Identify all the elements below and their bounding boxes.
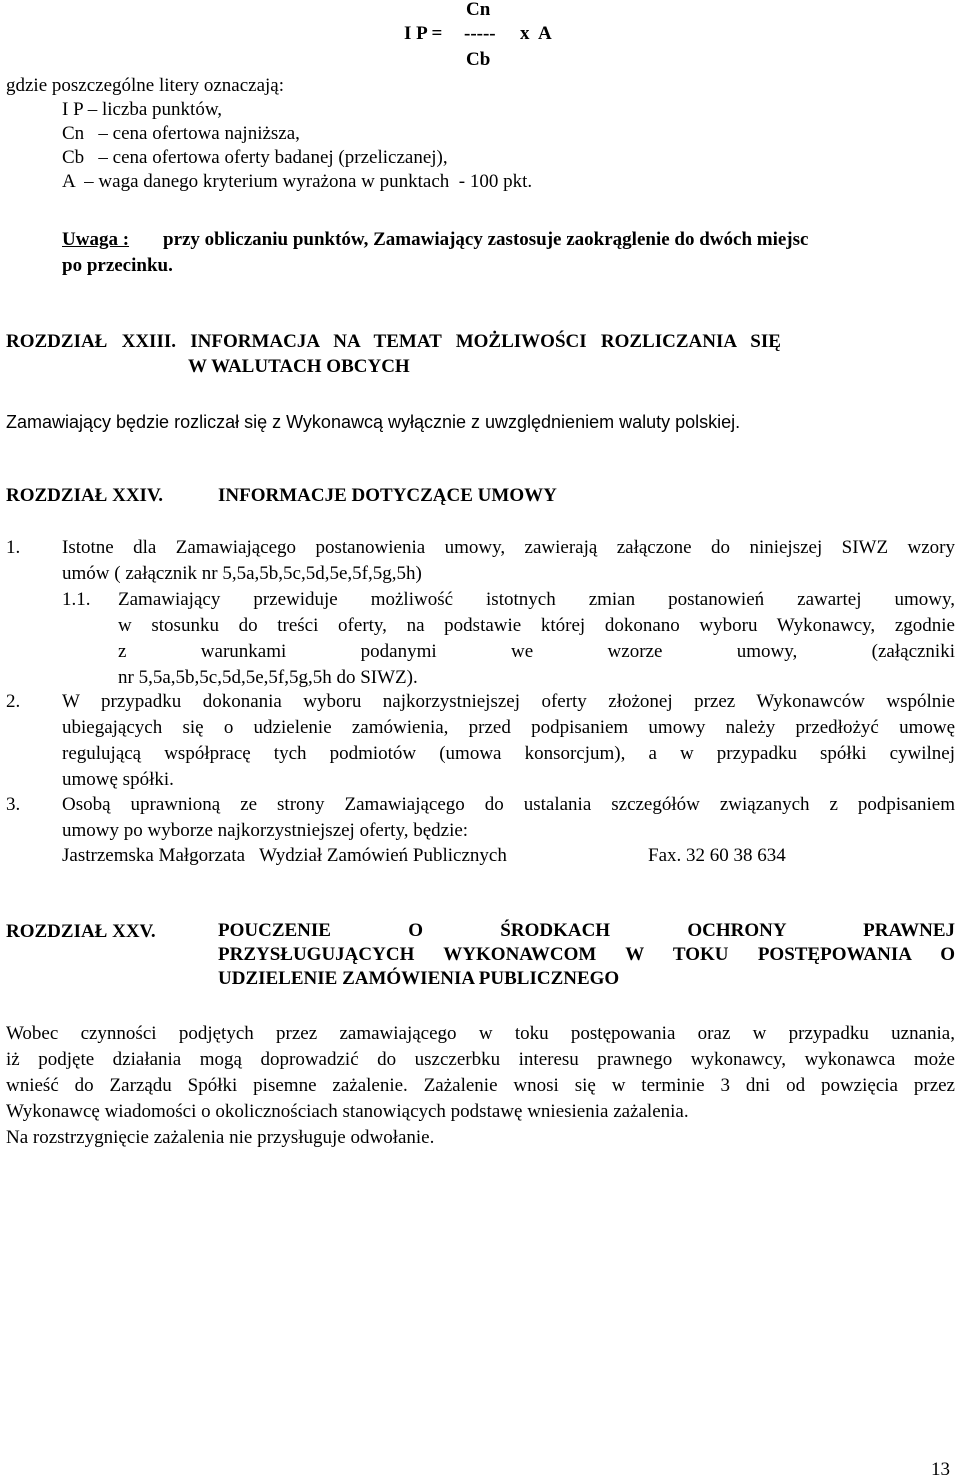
formula-numerator: Cn	[466, 0, 491, 20]
note-text-line2: po przecinku.	[62, 255, 173, 276]
legend-item-cn: Cn – cena ofertowa najniższa,	[62, 123, 300, 144]
chapter-25-title-line: UDZIELENIE ZAMÓWIENIA PUBLICZNEGO	[218, 968, 620, 989]
item-1-1-line: z warunkami podanymi we wzorze umowy, (załączniki	[118, 641, 955, 662]
item-1-line: umów ( załącznik nr 5,5a,5b,5c,5d,5e,5f,5g,5h)	[62, 563, 422, 584]
item-1-text	[62, 535, 955, 587]
chapter-23-body: Zamawiający będzie rozliczał się z Wykonawcą wyłącznie z uwzględnieniem waluty polskiej.	[6, 412, 741, 432]
legend-item-ip: I P – liczba punktów,	[62, 99, 223, 120]
item-2-line: regulującą współpracę tych podmiotów (umowa konsorcjum), a w przypadku spółki cywilnej	[62, 743, 955, 764]
item-1-1-line: w stosunku do treści oferty, na podstawie której dokonano wyboru Wykonawcy, zgodnie	[118, 615, 955, 636]
item-2-line: W przypadku dokonania wyboru najkorzystniejszej oferty złożonej przez Wykonawców wspólnie	[62, 691, 955, 712]
contact-person: Jastrzemska Małgorzata Wydział Zamówień Publicznych	[62, 845, 507, 866]
item-3-line: umowy po wyborze najkorzystniejszej oferty, będzie:	[62, 820, 469, 841]
chapter-25-body	[6, 1021, 955, 1151]
chapter-25-title	[218, 919, 955, 991]
formula-fraction-line: -----	[464, 23, 496, 44]
item-1-1-line: nr 5,5a,5b,5c,5d,5e,5f,5g,5h do SIWZ).	[118, 667, 418, 688]
item-1-1-continuation	[118, 613, 955, 691]
item-1-line: Istotne dla Zamawiającego postanowienia umowy, zawierają załączone do niniejszej SIWZ wzory	[62, 537, 955, 558]
item-3-line: Osobą uprawnioną ze strony Zamawiającego do ustalania szczegółów związanych z podpisaniem	[62, 794, 955, 815]
page-number: 13	[931, 1459, 950, 1480]
item-1-number: 1.	[6, 537, 21, 558]
formula-lhs: I P =	[404, 23, 443, 44]
item-1-1-text	[118, 587, 955, 613]
item-3-number: 3.	[6, 794, 21, 815]
item-2-line: ubiegających się o udzielenie zamówienia, przed podpisaniem umowy należy przedłożyć umowę	[62, 717, 955, 738]
item-2-line: umowę spółki.	[62, 769, 174, 790]
item-2-text	[62, 689, 955, 793]
chapter-24-label: ROZDZIAŁ XXIV.	[6, 485, 163, 506]
legend-item-a: A – waga danego kryterium wyrażona w punktach - 100 pkt.	[62, 171, 533, 192]
legend-item-cb: Cb – cena ofertowa oferty badanej (przeliczanej),	[62, 147, 448, 168]
formula-times-weight: x A	[520, 23, 552, 44]
formula-denominator: Cb	[466, 49, 491, 70]
chapter-25-body-line: wnieść do Zarządu Spółki pisemne zażalenie. Zażalenie wnosi się w terminie 3 dni od powzięcia przez	[6, 1075, 955, 1096]
note-text-line1: przy obliczaniu punktów, Zamawiający zastosuje zaokrąglenie do dwóch miejsc	[163, 229, 809, 250]
item-2-number: 2.	[6, 691, 21, 712]
chapter-25-body-line: Na rozstrzygnięcie zażalenia nie przysługuje odwołanie.	[6, 1127, 435, 1148]
chapter-25-title-line: POUCZENIE O ŚRODKACH OCHRONY PRAWNEJ	[218, 920, 955, 941]
item-3-text	[62, 792, 955, 844]
chapter-25-body-line: Wobec czynności podjętych przez zamawiającego w toku postępowania oraz w przypadku uznania,	[6, 1023, 955, 1044]
contact-fax: Fax. 32 60 38 634	[648, 845, 786, 866]
item-1-1-number: 1.1.	[62, 589, 91, 610]
item-1-1-line: Zamawiający przewiduje możliwość istotnych zmian postanowień zawartej umowy,	[118, 589, 955, 610]
chapter-23-title-line2: W WALUTACH OBCYCH	[188, 356, 410, 377]
chapter-25-label: ROZDZIAŁ XXV.	[6, 921, 156, 942]
note-label: Uwaga :	[62, 229, 130, 250]
chapter-25-title-line: PRZYSŁUGUJĄCYCH WYKONAWCOM W TOKU POSTĘPOWANIA O	[218, 944, 955, 965]
chapter-25-body-line: Wykonawcę wiadomości o okolicznościach stanowiących podstawę wniesienia zażalenia.	[6, 1101, 689, 1122]
chapter-23-title-line1: ROZDZIAŁ XXIII. INFORMACJA NA TEMAT MOŻLIWOŚCI ROZLICZANIA SIĘ	[6, 331, 781, 352]
chapter-25-body-line: iż podjęte działania mogą doprowadzić do uszczerbku interesu prawnego wykonawcy, wykonawca może	[6, 1049, 955, 1070]
legend-intro: gdzie poszczególne litery oznaczają:	[6, 75, 284, 96]
chapter-24-title: INFORMACJE DOTYCZĄCE UMOWY	[218, 485, 557, 506]
